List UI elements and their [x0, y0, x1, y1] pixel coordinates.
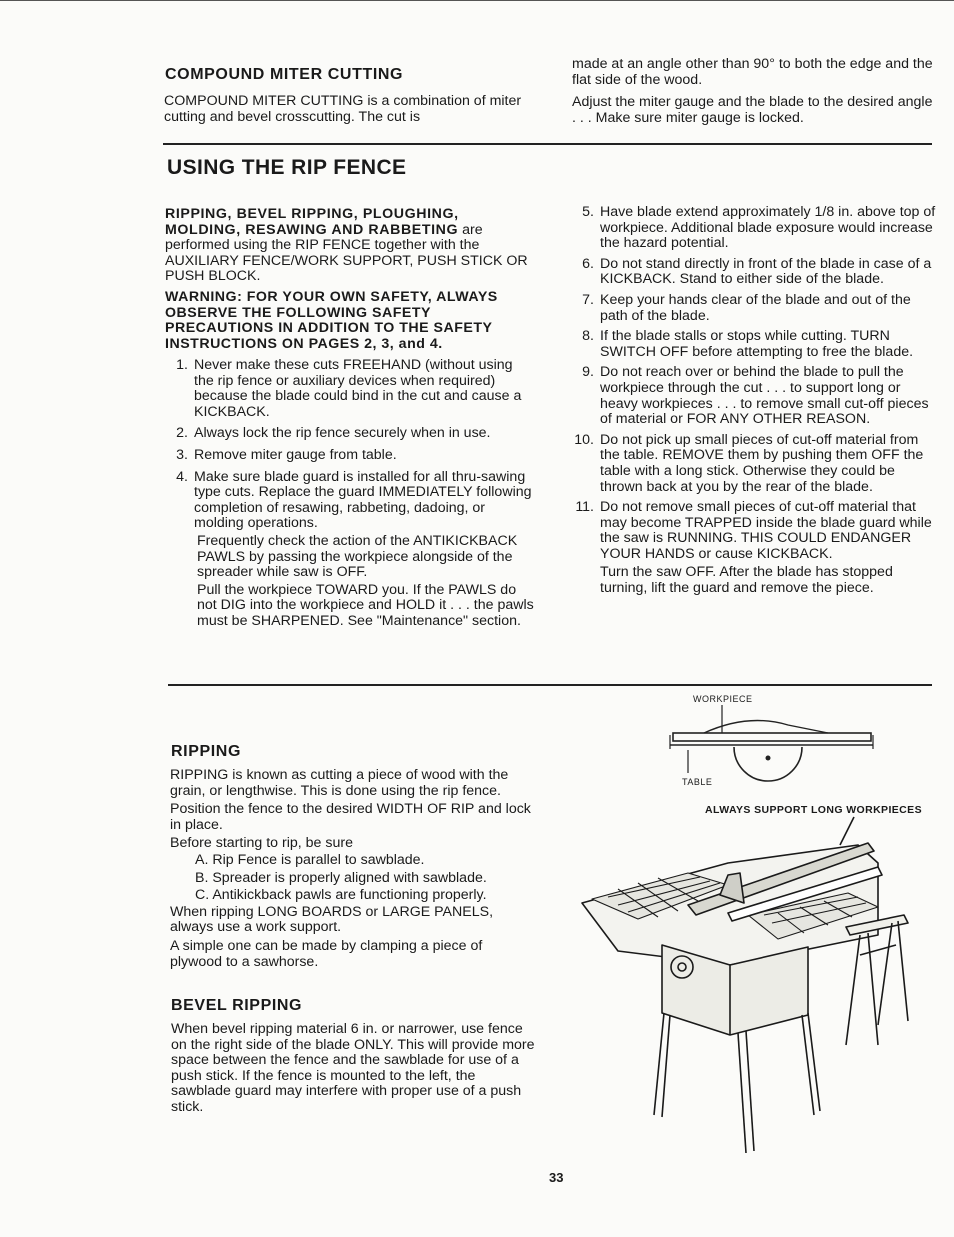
safety-item-7 — [572, 293, 936, 324]
safety-item-text: Remove miter gauge from table. — [194, 446, 397, 463]
safety-item-number: 7. — [582, 291, 594, 308]
safety-item-11-paragraph-2: Turn the saw OFF. After the blade has stopped turning, lift the guard and remove the piece. — [600, 564, 893, 597]
ripping-paragraph-3: Before starting to rip, be sure — [170, 835, 353, 852]
safety-item-number: 10. — [574, 431, 594, 448]
ripping-paragraph-1: RIPPING is known as cutting a piece of wood with the grain, or lengthwise. This is done using the rip fence. — [170, 767, 509, 799]
safety-item-number: 11. — [575, 499, 594, 516]
safety-item-number: 5. — [582, 204, 594, 220]
page-number: 33 — [549, 1170, 564, 1185]
section-rule-1 — [163, 143, 932, 145]
rip-fence-heading: USING THE RIP FENCE — [167, 156, 407, 179]
safety-item-text: Do not stand directly in front of the blade in case of a KICKBACK. Stand to either side of the blade. — [600, 255, 932, 288]
blade-workpiece-diagram — [668, 705, 878, 805]
safety-item-9 — [572, 365, 936, 427]
safety-item-text: Always lock the rip fence securely when in use. — [194, 425, 491, 442]
safety-item-3 — [168, 448, 534, 464]
safety-item-number: 1. — [176, 357, 188, 373]
bevel-ripping-heading: BEVEL RIPPING — [171, 997, 303, 1014]
ripping-body — [170, 768, 538, 970]
safety-item-number: 9. — [582, 364, 594, 381]
compound-miter-right-text-1: made at an angle other than 90° to both the edge and the flat side of the wood. — [572, 56, 933, 88]
safety-list-left — [168, 358, 534, 630]
safety-item-1 — [168, 358, 534, 420]
table-label: TABLE — [682, 777, 713, 787]
safety-item-4 — [168, 470, 534, 532]
workpiece-board — [673, 733, 871, 741]
safety-item-text: Never make these cuts FREEHAND (without using the rip fence or auxiliary devices when required) because the blade could bind in the cut and cause a KICKBACK. — [194, 357, 522, 420]
safety-item-text: Keep your hands clear of the blade and out of the path of the blade. — [600, 291, 911, 324]
ripping-check-a: A. Rip Fence is parallel to sawblade. — [195, 851, 425, 868]
safety-list-right — [572, 205, 936, 597]
safety-warning: WARNING: FOR YOUR OWN SAFETY, ALWAYS OBSERVE THE FOLLOWING SAFETY PRECAUTIONS IN ADDITION TO THE SAFETY INSTRUCTIONS ON PAGES 2, 3, and 4. — [165, 289, 498, 352]
safety-item-6 — [572, 257, 936, 288]
compound-miter-right-text-2: Adjust the miter gauge and the blade to the desired angle . . . Make sure miter gauge is locked. — [572, 94, 933, 126]
safety-item-4-paragraph-3: Pull the workpiece TOWARD you. If the PAWLS do not DIG into the workpiece and HOLD it . . . the pawls must be SHARPENED. See "Maintenance" section. — [197, 581, 534, 629]
ripping-paragraph-4: When ripping LONG BOARDS or LARGE PANELS, always use a work support. — [170, 903, 494, 936]
saw-blade-arc — [734, 747, 802, 781]
safety-item-text: Make sure blade guard is installed for all thru-sawing type cuts. Replace the guard IMMEDIATELY following completion of resawing, rabbeting, dadoing, or molding operations. — [194, 468, 532, 532]
ripping-heading: RIPPING — [171, 743, 241, 760]
safety-item-text: Have blade extend approximately 1/8 in. above top of workpiece. Additional blade exposure would increase the hazard potential. — [600, 204, 936, 252]
table-saw-illustration — [578, 815, 918, 1160]
safety-item-11 — [572, 500, 936, 562]
safety-item-text: If the blade stalls or stops while cutting. TURN SWITCH OFF before attempting to free the blade. — [600, 328, 914, 360]
safety-item-text: Do not remove small pieces of cut-off material that may become TRAPPED inside the blade guard while the saw is RUNNING. THIS COULD ENDANGER YOUR HANDS or cause KICKBACK. — [600, 499, 932, 562]
safety-item-8 — [572, 329, 936, 360]
safety-item-text: Do not reach over or behind the blade to pull the workpiece through the cut . . . to support long or heavy workpieces . . . to remove small cut-off pieces of material or FOR ANY OTHER REASON. — [600, 364, 929, 428]
compound-miter-heading: COMPOUND MITER CUTTING — [165, 66, 404, 83]
bevel-ripping-text: When bevel ripping material 6 in. or narrower, use fence on the right side of the blade ONLY. This will provide more space between the fence and the sawblade for use of a push stick. If the fence is mounted to the left, the sawblade guard may interfere with proper use of a push stick. — [171, 1021, 535, 1115]
top-border-rule — [0, 0, 954, 1]
blade-arbor — [766, 756, 771, 761]
figure-caption: ALWAYS SUPPORT LONG WORKPIECES — [705, 804, 922, 816]
safety-item-number: 2. — [176, 425, 188, 442]
compound-miter-left-text: COMPOUND MITER CUTTING is a combination of miter cutting and bevel crosscutting. The cut is — [164, 93, 522, 125]
saw-leg-front-right — [738, 1033, 746, 1153]
rip-fence-intro-bold: RIPPING, BEVEL RIPPING, PLOUGHING, MOLDING, RESAWING AND RABBETING — [165, 206, 459, 238]
saw-leg-rear-right — [802, 1015, 814, 1115]
ripping-check-b: B. Spreader is properly aligned with sawblade. — [195, 869, 487, 886]
safety-item-number: 3. — [176, 446, 188, 463]
rip-fence-intro-rest: are performed using the RIP FENCE together with the AUXILIARY FENCE/WORK SUPPORT, PUSH STICK OR PUSH BLOCK. — [165, 221, 528, 285]
ripping-paragraph-2: Position the fence to the desired WIDTH OF RIP and lock in place. — [170, 801, 531, 833]
saw-leg-front-left — [654, 1013, 664, 1115]
safety-item-number: 8. — [582, 328, 594, 345]
safety-item-4-paragraph-2: Frequently check the action of the ANTIKICKBACK PAWLS by passing the workpiece alongside of the spreader while saw is OFF. — [197, 532, 518, 581]
sawhorse-leg — [846, 935, 860, 1045]
safety-item-2 — [168, 426, 534, 442]
rip-fence-intro — [165, 207, 531, 285]
safety-item-5 — [572, 205, 936, 252]
ripping-paragraph-5: A simple one can be made by clamping a piece of plywood to a sawhorse. — [170, 937, 483, 970]
safety-item-number: 4. — [176, 468, 188, 485]
section-rule-2 — [168, 684, 932, 686]
caption-leader-line — [840, 817, 854, 845]
workpiece-label: WORKPIECE — [693, 694, 753, 704]
ripping-check-c: C. Antikickback pawls are functioning properly. — [195, 887, 487, 904]
safety-item-number: 6. — [582, 255, 594, 272]
safety-item-10 — [572, 433, 936, 495]
safety-item-text: Do not pick up small pieces of cut-off material from the table. REMOVE them by pushing them OFF the table with a long stick. Otherwise they could be thrown back at you by the rear of the blade. — [600, 431, 924, 495]
